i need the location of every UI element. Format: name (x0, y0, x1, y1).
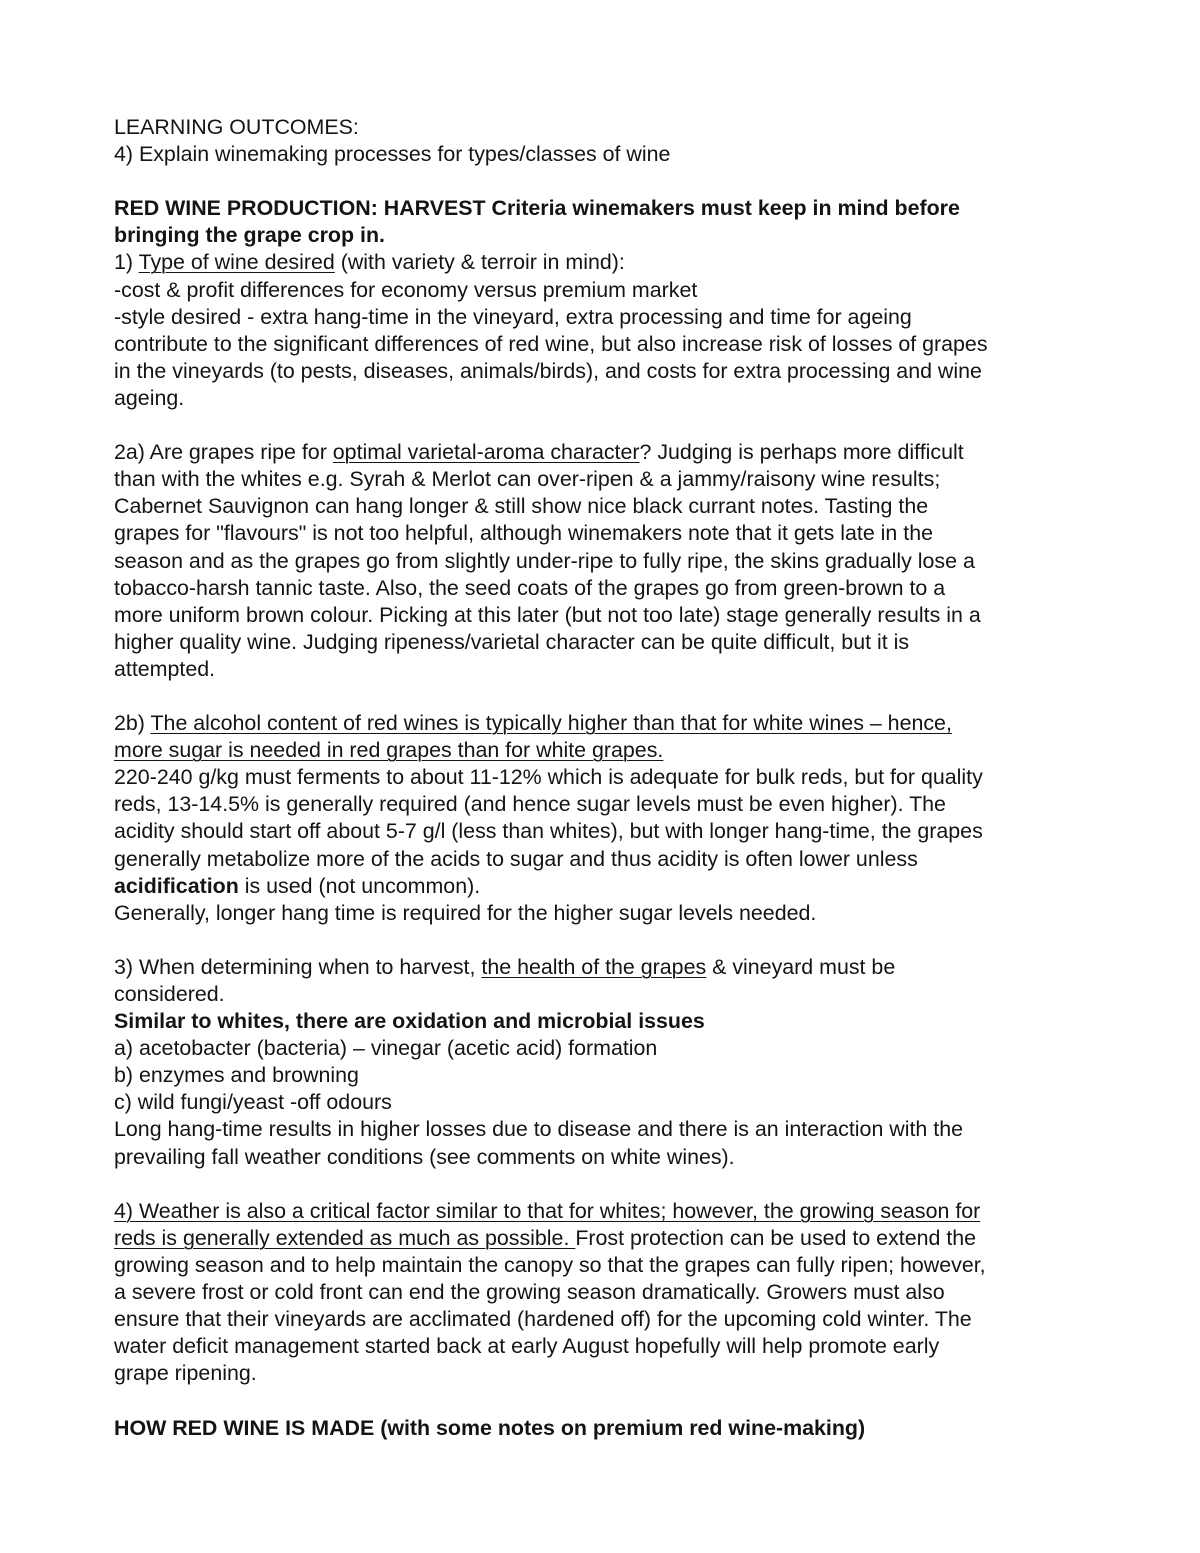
criterion-3-item-a: a) acetobacter (bacteria) – vinegar (acetic acid) formation (114, 1036, 658, 1061)
criterion-2a-prefix: 2a) Are grapes ripe for (114, 440, 333, 465)
criterion-2a-line: more uniform brown colour. Picking at this later (but not too late) stage generally results in a (114, 602, 981, 627)
criterion-2b-second-line (114, 737, 1086, 764)
acidification-term: acidification (114, 873, 239, 898)
acidification-rest: is used (not uncommon). (238, 873, 481, 898)
criterion-3-line: considered. (114, 982, 225, 1006)
criterion-2a-first-line (114, 439, 1086, 466)
criterion-2b-line: generally metabolize more of the acids to sugar and thus acidity is often lower unless (114, 846, 918, 871)
criterion-2b-line: Generally, longer hang time is required for the higher sugar levels needed. (114, 900, 817, 925)
criterion-2b-underlined-2: more sugar is needed in red grapes than for white grapes. (114, 738, 664, 763)
criterion-3-underlined: the health of the grapes (481, 954, 707, 979)
criterion-1-number: 1) (114, 250, 139, 275)
criterion-2a-line: higher quality wine. Judging ripeness/varietal character can be quite difficult, but it is (114, 629, 910, 654)
harvest-heading-line-1: RED WINE PRODUCTION: HARVEST Criteria winemakers must keep in mind before (114, 196, 960, 221)
criterion-3-suffix: & vineyard must be (706, 954, 896, 979)
criterion-1-line: ageing. (114, 385, 185, 410)
criterion-4-line: growing season and to help maintain the canopy so that the grapes can fully ripen; however, (114, 1252, 986, 1277)
paragraph-gap (114, 412, 1086, 439)
criterion-4-line-2-rest: Frost protection can be used to extend the (575, 1225, 977, 1250)
criterion-1-line: contribute to the significant differences of red wine, but also increase risk of losses of grapes (114, 331, 988, 356)
criterion-2b-line: reds, 13-14.5% is generally required (and hence sugar levels must be even higher). The (114, 792, 946, 817)
criterion-2b-underlined-1: The alcohol content of red wines is typically higher than that for white wines – hence, (150, 711, 952, 736)
criterion-4-second-line (114, 1225, 1086, 1252)
paragraph-gap (114, 1171, 1086, 1198)
learning-outcome-item: 4) Explain winemaking processes for types/classes of wine (114, 142, 671, 167)
criterion-3-bold-line: Similar to whites, there are oxidation and microbial issues (114, 1009, 705, 1034)
criterion-4-underlined-line-1: 4) Weather is also a critical factor similar to that for whites; however, the growing season for (114, 1198, 981, 1223)
criterion-4-line: grape ripening. (114, 1361, 257, 1386)
criterion-1-title: Type of wine desired (138, 250, 335, 275)
criterion-2a-line: attempted. (114, 656, 216, 681)
criterion-2a-line: than with the whites e.g. Syrah & Merlot can over-ripen & a jammy/raisony wine results; (114, 467, 941, 492)
harvest-heading-line-2: bringing the grape crop in. (114, 223, 385, 248)
criterion-1-line: -style desired - extra hang-time in the vineyard, extra processing and time for ageing (114, 304, 912, 329)
criterion-1-line: in the vineyards (to pests, diseases, animals/birds), and costs for extra processing and wine (114, 358, 982, 383)
criterion-2a-suffix: ? Judging is perhaps more difficult (639, 440, 964, 465)
criterion-2a-line: season and as the grapes go from slightly under-ripe to fully ripe, the skins gradually lose a (114, 548, 975, 573)
criterion-3-prefix: 3) When determining when to harvest, (114, 954, 482, 979)
criterion-4-underlined-2: reds is generally extended as much as possible. (114, 1225, 576, 1250)
criterion-2a-line: tobacco-harsh tannic taste. Also, the seed coats of the grapes go from green-brown to a (114, 575, 946, 600)
criterion-3-first-line (114, 954, 1086, 981)
learning-outcomes-heading: LEARNING OUTCOMES: (114, 115, 359, 139)
criterion-1-title-rest: (with variety & terroir in mind): (334, 250, 625, 275)
criterion-3-line: Long hang-time results in higher losses due to disease and there is an interaction with the (114, 1117, 964, 1142)
criterion-3-item-c: c) wild fungi/yeast -off odours (114, 1090, 392, 1115)
how-red-wine-is-made-heading: HOW RED WINE IS MADE (with some notes on premium red wine-making) (114, 1415, 866, 1440)
criterion-4-line: a severe frost or cold front can end the growing season dramatically. Growers must also (114, 1280, 945, 1305)
criterion-1-title-line (114, 249, 1086, 276)
paragraph-gap (114, 168, 1086, 195)
criterion-2a-line: grapes for "flavours" is not too helpful, although winemakers note that it gets late in the (114, 521, 933, 546)
paragraph-gap (114, 927, 1086, 954)
paragraph-gap (114, 683, 1086, 710)
criterion-2a-underlined: optimal varietal-aroma character (332, 440, 640, 465)
criterion-2b-first-line (114, 710, 1086, 737)
paragraph-gap (114, 1387, 1086, 1414)
criterion-2b-line: acidity should start off about 5-7 g/l (less than whites), but with longer hang-time, the grapes (114, 819, 983, 844)
criterion-2a-line: Cabernet Sauvignon can hang longer & still show nice black currant notes. Tasting the (114, 494, 929, 519)
criterion-1-line: -cost & profit differences for economy versus premium market (114, 277, 698, 302)
criterion-3-item-b: b) enzymes and browning (114, 1063, 359, 1088)
criterion-2b-line: 220-240 g/kg must ferments to about 11-12% which is adequate for bulk reds, but for quality (114, 765, 983, 790)
criterion-2b-acidification-line (114, 873, 1086, 900)
criterion-4-line: ensure that their vineyards are acclimated (hardened off) for the upcoming cold winter. The (114, 1307, 972, 1332)
criterion-2b-prefix: 2b) (114, 711, 151, 736)
document-page (114, 114, 1086, 1442)
criterion-4-line: water deficit management started back at early August hopefully will help promote early (114, 1334, 940, 1359)
criterion-3-line: prevailing fall weather conditions (see comments on white wines). (114, 1144, 735, 1169)
